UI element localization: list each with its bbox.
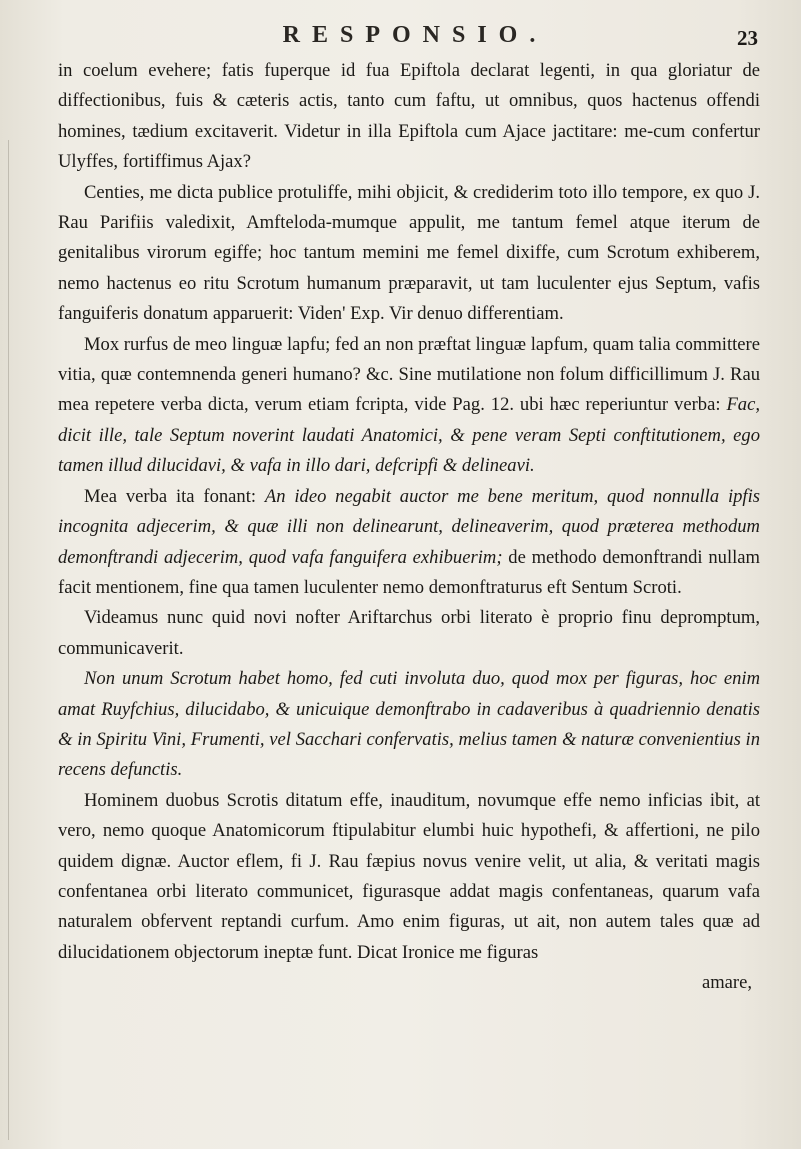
quote-mea-verba: An ideo negabit auctor me bene meritum, quod nonnulla ipfis incognita adjecerim, & quæ illi non delinearunt, delineaverim, quod præterea methodum demonftrandi adjecerim, quod vafa fanguifera exhibuerim; <box>58 485 760 568</box>
paragraph-7: Hominem duobus Scrotis ditatum effe, inauditum, novumque effe nemo inficias ibit, at vero, nemo quoque Anatomicorum ftipulabitur elumbi huic hypothefi, & affertioni, ne pilo quidem dignæ. Auctor eflem, fi J. Rau fæpius novus venire velit, ut alia, & veritati magis confentanea orbi literato communicet, figurasque addat magis confentaneas, quarum vafa naturalem obfervent reptandi curfum. Amo enim figuras, ut ait, non autem tales quæ ad dilucidationem objectorum ineptæ funt. Dicat Ironice me figuras <box>58 789 760 963</box>
paragraph-3 <box>58 330 760 482</box>
quote-non-unum-scrotum: Non unum Scrotum habet homo, fed cuti involuta duo, quod mox per figuras, hoc enim amat Ruyfchius, dilucidabo, & unicuique demonftrabo in cadaveribus à quadriennio denatis & in Spiritu Vini, Frumenti, vel Sacchari confervatis, melius tamen & naturæ convenientius in recens defunctis. <box>58 668 760 781</box>
paragraph-6 <box>58 664 760 786</box>
body-text <box>58 56 760 999</box>
paragraph-4-lead: Mea verba ita fonant: <box>84 485 257 507</box>
paragraph-4 <box>58 482 760 604</box>
catchword: amare, <box>701 972 752 994</box>
page-edge-shadow <box>8 140 9 1140</box>
paragraph-5: Videamus nunc quid novi nofter Ariftarchus orbi literato è proprio finu depromptum, communicaverit. <box>58 607 760 659</box>
page-number: 23 <box>737 26 758 50</box>
page-header <box>70 18 760 58</box>
quote-rau-fac: Fac, dicit ille, tale Septum noverint laudati Anatomici, & pene veram Septi conftitutionem, ego tamen illud dilucidavi, & vafa in illo dari, defcripfi & delineavi. <box>58 394 760 477</box>
running-head: RESPONSIO. <box>282 22 548 48</box>
paragraph-3-text: Mox rurfus de meo linguæ lapfu; fed an non præftat linguæ lapfum, quam talia committere vitia, quæ contemnenda generi humano? &c. Sine mutilatione non folum difficillimum J. Rau mea repetere verba dicta, verum etiam fcripta, vide Pag. 12. ubi hæc reperiuntur verba: <box>58 333 760 416</box>
paragraph-2: Centies, me dicta publice protuliffe, mihi objicit, & crediderim toto illo tempore, ex quo J. Rau Parifiis valedixit, Amfteloda-mumque appulit, me tantum femel atque iterum de genitalibus virorum egiffe; hoc tantum memini me femel dixiffe, cum Scrotum exhiberem, nemo hactenus eo ritu Scrotum humanum præparavit, ut tam luculenter ejus Septum, vafis fanguiferis donatum apparuerit: Viden' Exp. Vir denuo differentiam. <box>58 181 760 325</box>
paragraph-4-tail: de methodo demonftrandi nullam facit mentionem, fine qua tamen luculenter nemo demonftraturus eft Sentum Scroti. <box>58 546 760 598</box>
paragraph-1: in coelum evehere; fatis fuperque id fua Epiftola declarat legenti, in qua gloriatur de diffectionibus, fuis & cæteris actis, tanto cum faftu, ut omnibus, quos hactenus offendi homines, tædium excitaverit. Videtur in illa Epiftola cum Ajace jactitare: me-cum confertur Ulyffes, fortiffimus Ajax? <box>58 60 760 173</box>
